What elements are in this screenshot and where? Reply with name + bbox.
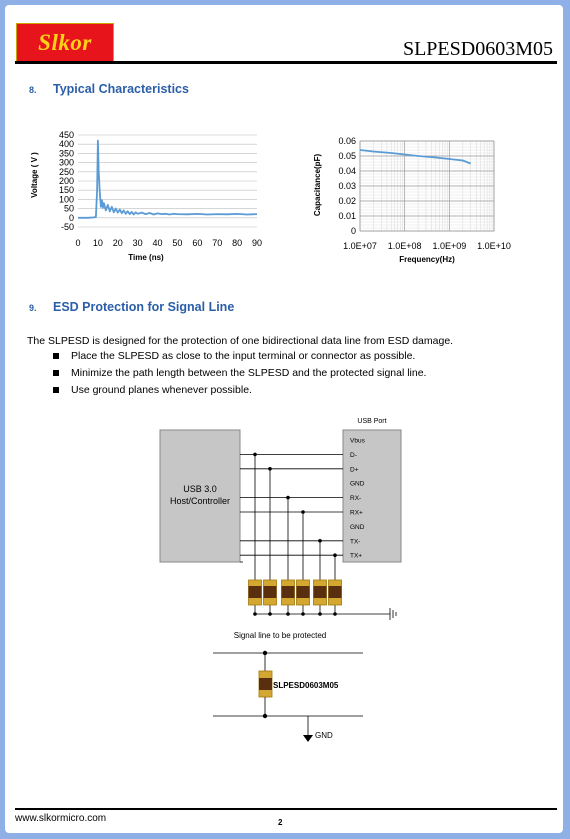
voltage-chart-ylabel: Voltage ( V ) <box>30 152 39 198</box>
footer-page-number: 2 <box>278 818 283 827</box>
y-tick-label: 400 <box>58 139 74 150</box>
y-tick-label: 0.02 <box>338 196 356 206</box>
host-label-line2: Host/Controller <box>169 496 231 506</box>
y-tick-label: 0.05 <box>338 151 356 161</box>
device-label: SLPESD0603M05 <box>273 681 339 690</box>
bullet-item-1: Place the SLPESD as close to the input terminal or connector as possible. <box>71 350 416 362</box>
junction-dot <box>263 714 267 718</box>
section-8-number: 8. <box>29 85 37 95</box>
section-9-number: 9. <box>29 303 37 313</box>
y-tick-label: 0 <box>350 226 356 236</box>
y-tick-label: 0.01 <box>338 211 356 221</box>
y-tick-label: 50 <box>63 203 74 214</box>
y-tick-label: 300 <box>58 157 74 168</box>
tvs-device-body <box>329 586 342 598</box>
usb-pin-label: D- <box>350 451 357 459</box>
ground-arrow-icon <box>303 735 313 742</box>
y-tick-label: -50 <box>60 222 74 232</box>
y-tick-label: 100 <box>58 194 74 205</box>
usb-pin-label: RX- <box>350 495 362 503</box>
section-9-intro: The SLPESD is designed for the protection of one bidirectional data line from ESD damage. <box>27 335 454 347</box>
tvs-device-body <box>314 586 327 598</box>
ground-label: GND <box>315 731 333 740</box>
y-tick-label: 0.03 <box>338 181 356 191</box>
x-tick-label: 1.0E+09 <box>432 241 467 251</box>
section-8-title: Typical Characteristics <box>53 82 189 96</box>
x-tick-label: 60 <box>192 238 203 248</box>
y-tick-label: 200 <box>58 176 74 186</box>
usb-pin-label: D+ <box>350 466 359 474</box>
y-tick-label: 350 <box>58 148 74 159</box>
x-tick-label: 70 <box>212 238 223 248</box>
x-tick-label: 30 <box>132 238 143 248</box>
y-tick-label: 0.04 <box>338 166 356 176</box>
x-tick-label: 1.0E+10 <box>477 241 511 251</box>
capacitance-series-line <box>360 150 471 164</box>
footer-website[interactable]: www.slkormicro.com <box>15 813 107 824</box>
capacitance-chart-xlabel: Frequency(Hz) <box>399 255 455 264</box>
tvs-device-body <box>249 586 262 598</box>
part-number-title: SLPESD0603M05 <box>402 38 553 60</box>
single-line-protection-diagram <box>5 630 563 750</box>
logo-text: Slkor <box>38 30 92 55</box>
section-9-title: ESD Protection for Signal Line <box>53 300 235 314</box>
y-tick-label: 450 <box>58 130 74 140</box>
tvs-device-body <box>297 586 310 598</box>
voltage-time-chart <box>20 123 263 263</box>
slkor-logo <box>16 23 114 63</box>
x-tick-label: 40 <box>152 238 163 248</box>
x-tick-label: 0 <box>75 238 81 248</box>
usb-pin-label: TX+ <box>350 552 363 560</box>
capacitance-frequency-chart <box>310 123 510 263</box>
x-tick-label: 20 <box>112 238 123 248</box>
y-tick-label: 150 <box>58 185 74 196</box>
usb-pin-label: Vbus <box>350 437 365 445</box>
usb-pin-label: RX+ <box>350 509 363 517</box>
signal-line-label: Signal line to be protected <box>233 631 327 640</box>
tvs-device-body <box>282 586 295 598</box>
capacitance-chart-ylabel: Capacitance(pF) <box>313 153 322 217</box>
tvs-device-body <box>264 586 277 598</box>
x-tick-label: 1.0E+07 <box>343 241 377 251</box>
host-label-line1: USB 3.0 <box>183 484 217 494</box>
y-tick-label: 250 <box>58 166 74 177</box>
bullet-item-3: Use ground planes whenever possible. <box>71 384 252 396</box>
usb-pin-label: GND <box>350 523 365 531</box>
usb-protection-diagram <box>5 405 563 625</box>
footer-rule <box>15 808 557 810</box>
usb-pin-label: GND <box>350 480 365 488</box>
x-tick-label: 1.0E+08 <box>387 241 422 251</box>
voltage-series-line <box>78 141 257 218</box>
y-tick-label: 0.06 <box>338 136 356 146</box>
bullet-marker <box>53 387 59 393</box>
y-tick-label: 0 <box>68 212 74 223</box>
x-tick-label: 90 <box>251 238 263 248</box>
usb-port-title: USB Port <box>357 418 387 425</box>
x-tick-label: 10 <box>92 238 103 248</box>
bullet-marker <box>53 353 59 359</box>
header-rule <box>15 61 557 64</box>
bullet-marker <box>53 370 59 376</box>
voltage-chart-xlabel: Time (ns) <box>128 253 164 262</box>
bullet-item-2: Minimize the path length between the SLPESD and the protected signal line. <box>71 367 427 379</box>
x-tick-label: 50 <box>172 238 183 248</box>
x-tick-label: 80 <box>232 238 243 248</box>
tvs-device-body <box>259 678 272 690</box>
datasheet-page <box>5 5 563 833</box>
usb-pin-label: TX- <box>350 538 361 546</box>
